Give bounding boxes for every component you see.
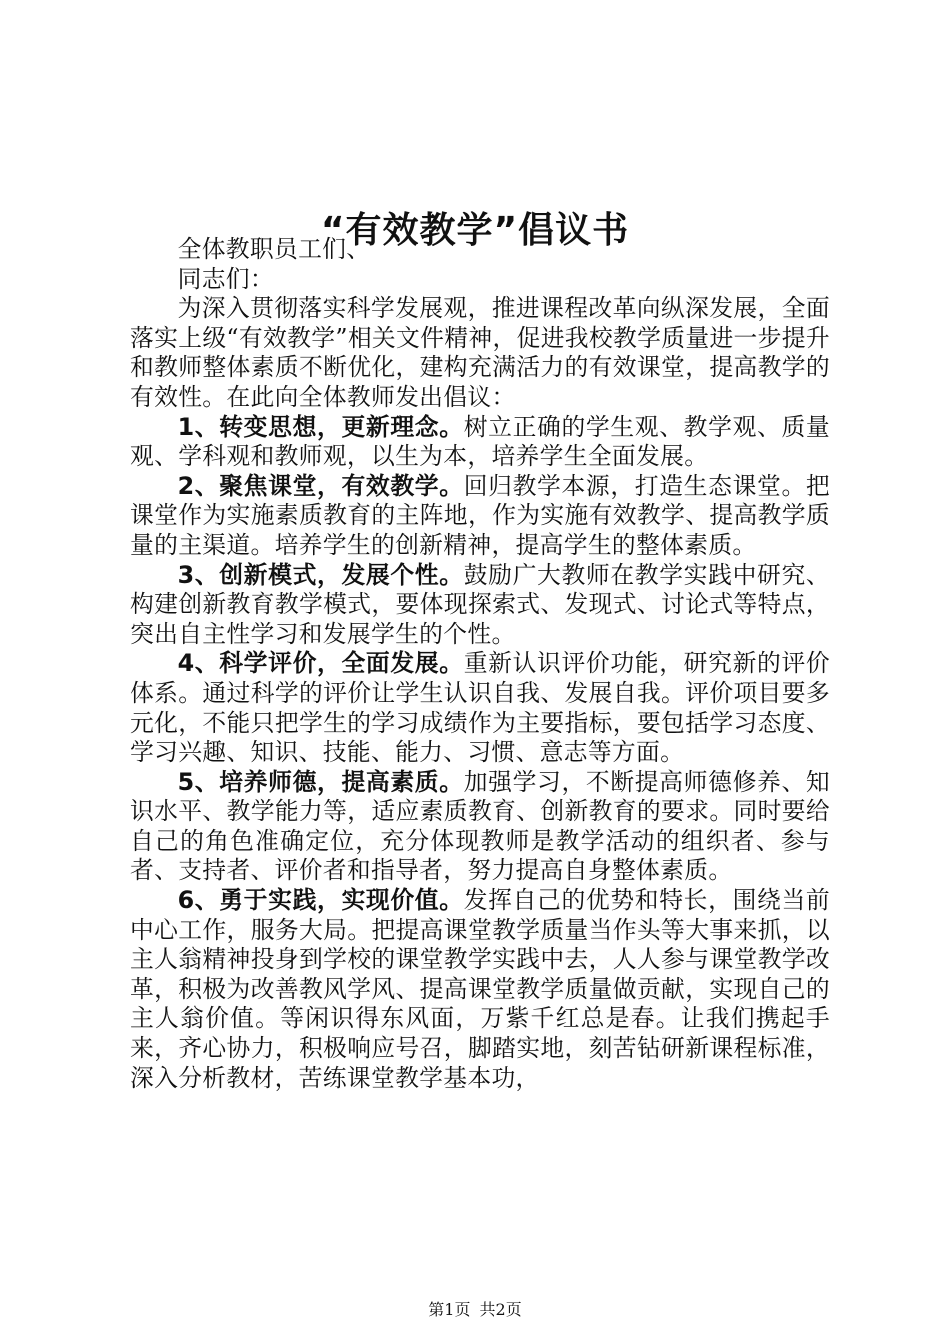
proposal-item-1-lead: 1、转变思想，更新理念。: [177, 412, 464, 441]
proposal-item-4-lead: 4、科学评价，全面发展。: [177, 649, 464, 678]
proposal-item-6-text: 发挥自己的优势和特长，围绕当前中心工作，服务大局。把提高课堂教学质量当作头等大事来抓，以主人翁精神投身到学校的课堂教学实践中去，人人参与课堂教学改革，积极为改善教风学风、提高课堂教学质量做贡献，实现自己的主人翁价值。等闲识得东风面，万紫千红总是春。让我们携起手来，齐心协力，积极响应号召，脚踏实地，刻苦钻研新课程标准，深入分析教材，苦练课堂教学基本功，: [130, 886, 830, 1092]
page-total: 共2页: [479, 1300, 522, 1319]
proposal-item-5-text: 加强学习，不断提高师德修养、知识水平、教学能力等，适应素质教育、创新教育的要求。同时要给自己的角色准确定位，充分体现教师是教学活动的组织者、参与者、支持者、评价者和指导者，努力提高自身整体素质。: [130, 767, 830, 885]
proposal-item-4: [130, 649, 830, 767]
proposal-item-3: [130, 561, 830, 650]
proposal-item-4-text: 重新认识评价功能，研究新的评价体系。通过科学的评价让学生认识自我、发展自我。评价项目要多元化，不能只把学生的学习成绩作为主要指标，要包括学习态度、学习兴趣、知识、技能、能力、习惯、意志等方面。: [130, 649, 830, 767]
document-title: “有效教学”倡议书: [320, 210, 630, 252]
salutation-line-1: 全体教职员工们、: [177, 235, 371, 263]
proposal-item-3-lead: 3、创新模式，发展个性。: [177, 560, 464, 589]
intro-paragraph: 为深入贯彻落实科学发展观，推进课程改革向纵深发展，全面落实上级“有效教学”相关文件精神，促进我校教学质量进一步提升和教师整体素质不断优化，建构充满活力的有效课堂，提高教学的有效性。在此向全体教师发出倡议：: [130, 294, 830, 411]
page-number: 第1页: [428, 1300, 471, 1319]
proposal-item-2-lead: 2、聚焦课堂，有效教学。: [177, 471, 464, 500]
proposal-item-5-lead: 5、培养师德，提高素质。: [177, 767, 464, 796]
proposal-item-1: [130, 413, 830, 472]
page-footer: [0, 1300, 950, 1320]
proposal-item-5: [130, 768, 830, 886]
proposal-item-6: [130, 886, 830, 1093]
proposal-item-1-text: 树立正确的学生观、教学观、质量观、学科观和教师观，以生为本，培养学生全面发展。: [130, 412, 830, 471]
salutation-line-2: 同志们：: [177, 264, 274, 293]
proposal-item-2: [130, 472, 830, 561]
document-body: [130, 235, 830, 1093]
proposal-item-3-text: 鼓励广大教师在教学实践中研究、构建创新教育教学模式，要体现探索式、发现式、讨论式等特点，突出自主性学习和发展学生的个性。: [130, 560, 830, 648]
proposal-item-2-text: 回归教学本源，打造生态课堂。把课堂作为实施素质教育的主阵地，作为实施有效教学、提高教学质量的主渠道。培养学生的创新精神，提高学生的整体素质。: [130, 471, 830, 559]
proposal-item-6-lead: 6、勇于实践，实现价值。: [177, 886, 464, 915]
